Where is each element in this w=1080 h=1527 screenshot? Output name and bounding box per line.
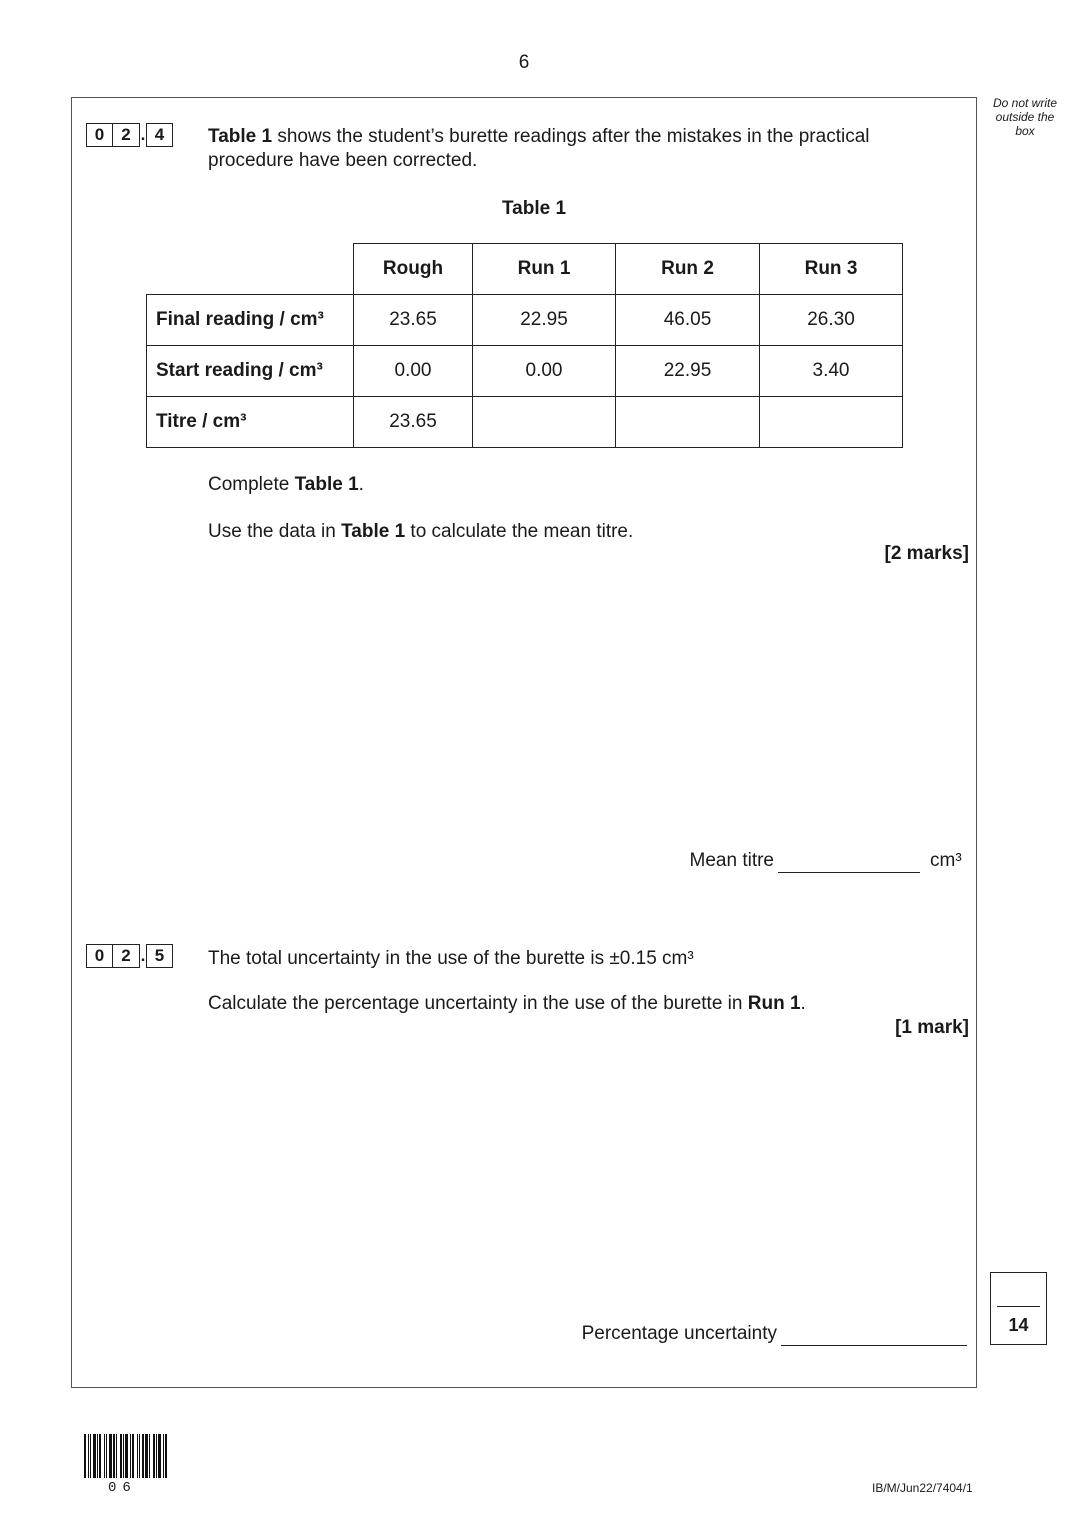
row-label: Start reading / cm³	[147, 346, 354, 397]
table-cell: 3.40	[760, 346, 903, 397]
table-cell: 23.65	[354, 295, 473, 346]
column-header-rough: Rough	[354, 244, 473, 295]
intro-text: shows the student’s burette readings after the mistakes in the practical procedure have been corrected.	[208, 126, 870, 171]
column-header-run-3: Run 3	[760, 244, 903, 295]
table-cell: 26.30	[760, 295, 903, 346]
instruction-percentage-uncertainty	[208, 992, 806, 1016]
margin-note: Do not write outside the box	[992, 96, 1058, 138]
table-cell: 22.95	[473, 295, 616, 346]
marks-q4: [2 marks]	[884, 543, 969, 564]
mean-titre-answer-line[interactable]	[778, 871, 920, 873]
table-cell: 0.00	[354, 346, 473, 397]
score-total: 14	[1008, 1315, 1029, 1335]
instruction-text: .	[358, 474, 364, 495]
instruction-mean-titre	[208, 520, 633, 544]
column-header-run-2: Run 2	[616, 244, 760, 295]
instruction-bold: Run 1	[747, 993, 801, 1014]
table-cell: 22.95	[616, 346, 760, 397]
instruction-bold: Table 1	[341, 521, 406, 542]
instruction-text: Use the data in	[208, 521, 342, 542]
table-row-final-reading	[147, 295, 903, 346]
score-box	[990, 1272, 1047, 1345]
question-digit: 0	[86, 944, 113, 968]
question-dot: .	[140, 125, 146, 144]
question-digit: 4	[146, 123, 173, 147]
instruction-text: Complete	[208, 474, 295, 495]
mean-titre-unit: cm³	[930, 850, 962, 871]
table-title: Table 1	[501, 198, 567, 219]
table-cell: 46.05	[616, 295, 760, 346]
barcode-number: 06	[108, 1480, 137, 1496]
titre-run-3-answer-cell[interactable]	[760, 397, 903, 448]
instruction-text: .	[800, 993, 806, 1014]
table-row-start-reading	[147, 346, 903, 397]
question-digit: 2	[113, 944, 140, 968]
titre-run-1-answer-cell[interactable]	[473, 397, 616, 448]
row-label: Final reading / cm³	[147, 295, 354, 346]
uncertainty-statement: The total uncertainty in the use of the burette is ±0.15 cm³	[208, 948, 694, 969]
question-digit: 2	[113, 123, 140, 147]
question-digit: 5	[146, 944, 173, 968]
marks-q5: [1 mark]	[895, 1017, 969, 1038]
table-row-titre	[147, 397, 903, 448]
burette-readings-table	[146, 243, 903, 448]
instruction-complete-table	[208, 473, 364, 497]
table-cell: 0.00	[473, 346, 616, 397]
table-header-row	[147, 244, 903, 295]
mean-titre-label: Mean titre	[689, 850, 774, 871]
percentage-uncertainty-label: Percentage uncertainty	[581, 1323, 777, 1344]
instruction-bold: Table 1	[294, 474, 359, 495]
question-number-02-5	[86, 944, 173, 968]
paper-reference-code: IB/M/Jun22/7404/1	[872, 1481, 973, 1495]
barcode	[84, 1434, 180, 1478]
intro-bold: Table 1	[208, 126, 273, 147]
question-number-02-4	[86, 123, 173, 147]
table-cell: 23.65	[354, 397, 473, 448]
instruction-text: Calculate the percentage uncertainty in the use of the burette in	[208, 993, 748, 1014]
titre-run-2-answer-cell[interactable]	[616, 397, 760, 448]
score-divider	[997, 1306, 1040, 1307]
question-dot: .	[140, 946, 146, 965]
question-digit: 0	[86, 123, 113, 147]
page-number: 6	[518, 52, 530, 73]
question-02-4-intro	[208, 125, 928, 173]
percentage-uncertainty-answer-line[interactable]	[781, 1344, 967, 1346]
instruction-text: to calculate the mean titre.	[405, 521, 634, 542]
row-label: Titre / cm³	[147, 397, 354, 448]
table-corner	[147, 244, 354, 295]
column-header-run-1: Run 1	[473, 244, 616, 295]
